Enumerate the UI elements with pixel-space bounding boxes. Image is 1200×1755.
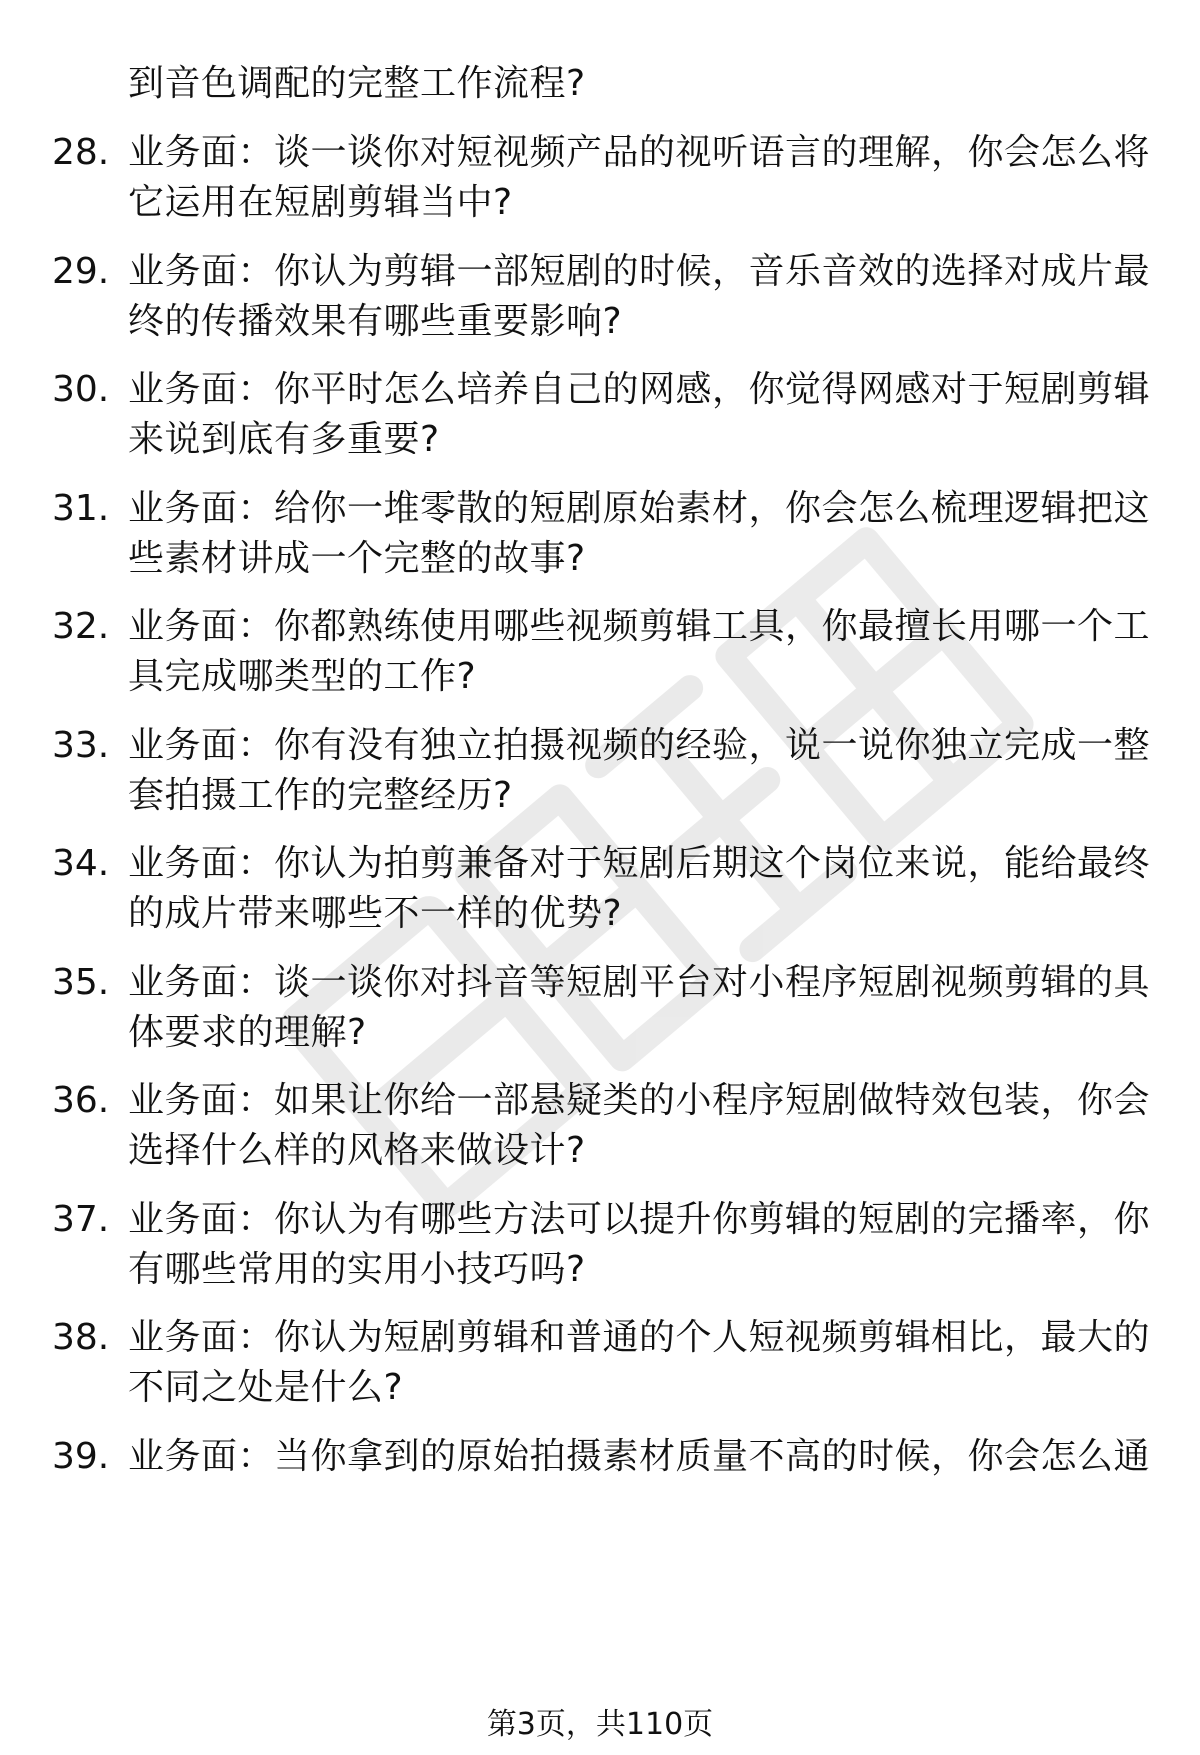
question-text-line: 它运用在短剧剪辑当中? [128, 182, 513, 223]
question-text-line: 业务面：给你一堆零散的短剧原始素材，你会怎么梳理逻辑把这 [128, 487, 1151, 529]
question-text-line: 不同之处是什么? [128, 1367, 404, 1408]
question-text-line: 终的传播效果有哪些重要影响? [128, 300, 623, 342]
question-number: 38. [52, 1317, 110, 1358]
question-text-line: 业务面：谈一谈你对抖音等短剧平台对小程序短剧视频剪辑的具 [128, 961, 1151, 1003]
question-text-line: 业务面：你认为有哪些方法可以提升你剪辑的短剧的完播率，你 [128, 1198, 1151, 1240]
page-footer: 第3页，共110页 [486, 1707, 714, 1742]
question-text-line: 有哪些常用的实用小技巧吗? [128, 1248, 586, 1290]
question-number: 39. [52, 1435, 110, 1477]
question-text-line: 业务面：如果让你给一部悬疑类的小程序短剧做特效包装，你会 [128, 1080, 1151, 1121]
question-text-line: 套拍摄工作的完整经历? [128, 774, 513, 816]
question-text-line: 业务面：你认为短剧剪辑和普通的个人短视频剪辑相比，最大的 [128, 1317, 1151, 1358]
question-text-line: 业务面：你平时怎么培养自己的网感，你觉得网感对于短剧剪辑 [128, 369, 1151, 410]
question-text-line: 具完成哪类型的工作? [128, 656, 477, 697]
question-27-continuation: 到音色调配的完整工作流程? [128, 63, 586, 104]
question-text-line: 业务面：你都熟练使用哪些视频剪辑工具，你最擅长用哪一个工 [128, 606, 1151, 647]
question-number: 34. [52, 843, 110, 884]
question-text-line: 来说到底有多重要? [128, 419, 440, 460]
question-text-line: 业务面：你有没有独立拍摄视频的经验，说一说你独立完成一整 [128, 724, 1151, 766]
question-number: 33. [52, 724, 110, 766]
question-number: 28. [52, 132, 110, 173]
question-number: 37. [52, 1198, 110, 1240]
question-text-line: 业务面：谈一谈你对短视频产品的视听语言的理解，你会怎么将 [128, 132, 1151, 173]
question-text-line: 业务面：当你拿到的原始拍摄素材质量不高的时候，你会怎么通 [128, 1435, 1151, 1477]
question-number: 36. [52, 1080, 110, 1121]
question-text-line: 业务面：你认为拍剪兼备对于短剧后期这个岗位来说，能给最终 [128, 843, 1151, 884]
question-number: 35. [52, 961, 110, 1003]
question-number: 29. [52, 250, 110, 292]
question-text-line: 选择什么样的风格来做设计? [128, 1130, 586, 1171]
question-text-line: 业务面：你认为剪辑一部短剧的时候，音乐音效的选择对成片最 [128, 250, 1151, 292]
question-text-line: 体要求的理解? [128, 1011, 367, 1053]
question-number: 31. [52, 487, 110, 529]
question-text-line: 的成片带来哪些不一样的优势? [128, 893, 623, 934]
question-number: 30. [52, 369, 110, 410]
question-text-line: 些素材讲成一个完整的故事? [128, 537, 586, 579]
question-number: 32. [52, 606, 110, 647]
